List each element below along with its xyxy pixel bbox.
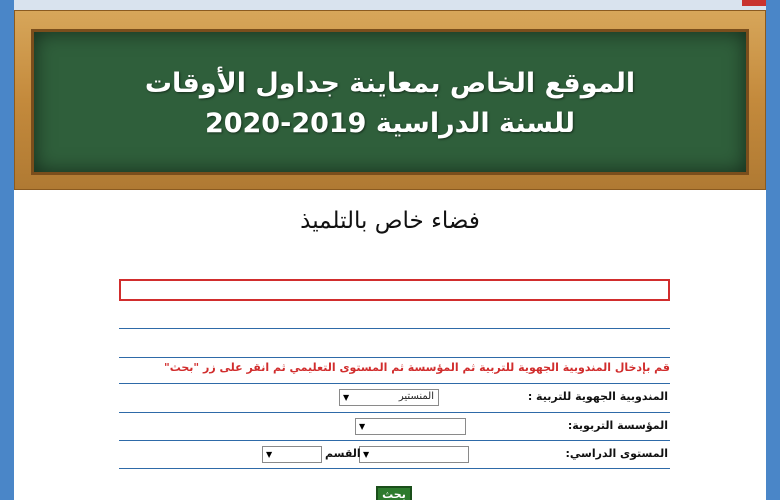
section-select[interactable] xyxy=(262,446,322,463)
flag-icon xyxy=(742,0,766,6)
message-box xyxy=(119,279,670,301)
regional-label: المندوبية الجهوية للتربية : xyxy=(527,390,668,403)
level-label: المستوى الدراسي: xyxy=(565,447,668,460)
banner-title-line2: للسنة الدراسية 2019-2020 xyxy=(204,108,576,139)
chevron-down-icon: ▼ xyxy=(343,393,350,402)
level-row xyxy=(119,443,670,467)
page-title: فضاء خاص بالتلميذ xyxy=(300,208,480,234)
institution-row xyxy=(119,415,670,439)
regional-row xyxy=(119,386,670,410)
banner-title-line1: الموقع الخاص بمعاينة جداول الأوقات xyxy=(144,68,636,99)
chevron-down-icon: ▼ xyxy=(359,422,366,431)
chalkboard-banner xyxy=(14,10,766,190)
banner-title xyxy=(34,64,746,144)
divider-line xyxy=(119,440,670,441)
instructions-text: قم بإدخال المندوبية الجهوية للتربية ثم المؤسسة ثم المستوى التعليمي ثم انقر على زر "بحث" xyxy=(164,361,670,374)
regional-select-value: المنستير xyxy=(398,391,434,402)
level-select[interactable] xyxy=(359,446,469,463)
section-label: القسم xyxy=(325,447,361,460)
search-button[interactable]: بحث xyxy=(376,486,412,500)
main-panel xyxy=(14,190,766,500)
top-header-strip xyxy=(14,0,766,10)
divider-line xyxy=(119,383,670,384)
divider-line xyxy=(119,357,670,358)
chevron-down-icon: ▼ xyxy=(266,450,273,459)
divider-line xyxy=(119,468,670,469)
divider-line xyxy=(119,328,670,329)
chalkboard-surface xyxy=(31,29,749,175)
divider-line xyxy=(119,412,670,413)
chevron-down-icon: ▼ xyxy=(363,450,370,459)
institution-label: المؤسسة التربوية: xyxy=(567,419,668,432)
regional-select[interactable] xyxy=(339,389,439,406)
institution-select[interactable] xyxy=(355,418,466,435)
